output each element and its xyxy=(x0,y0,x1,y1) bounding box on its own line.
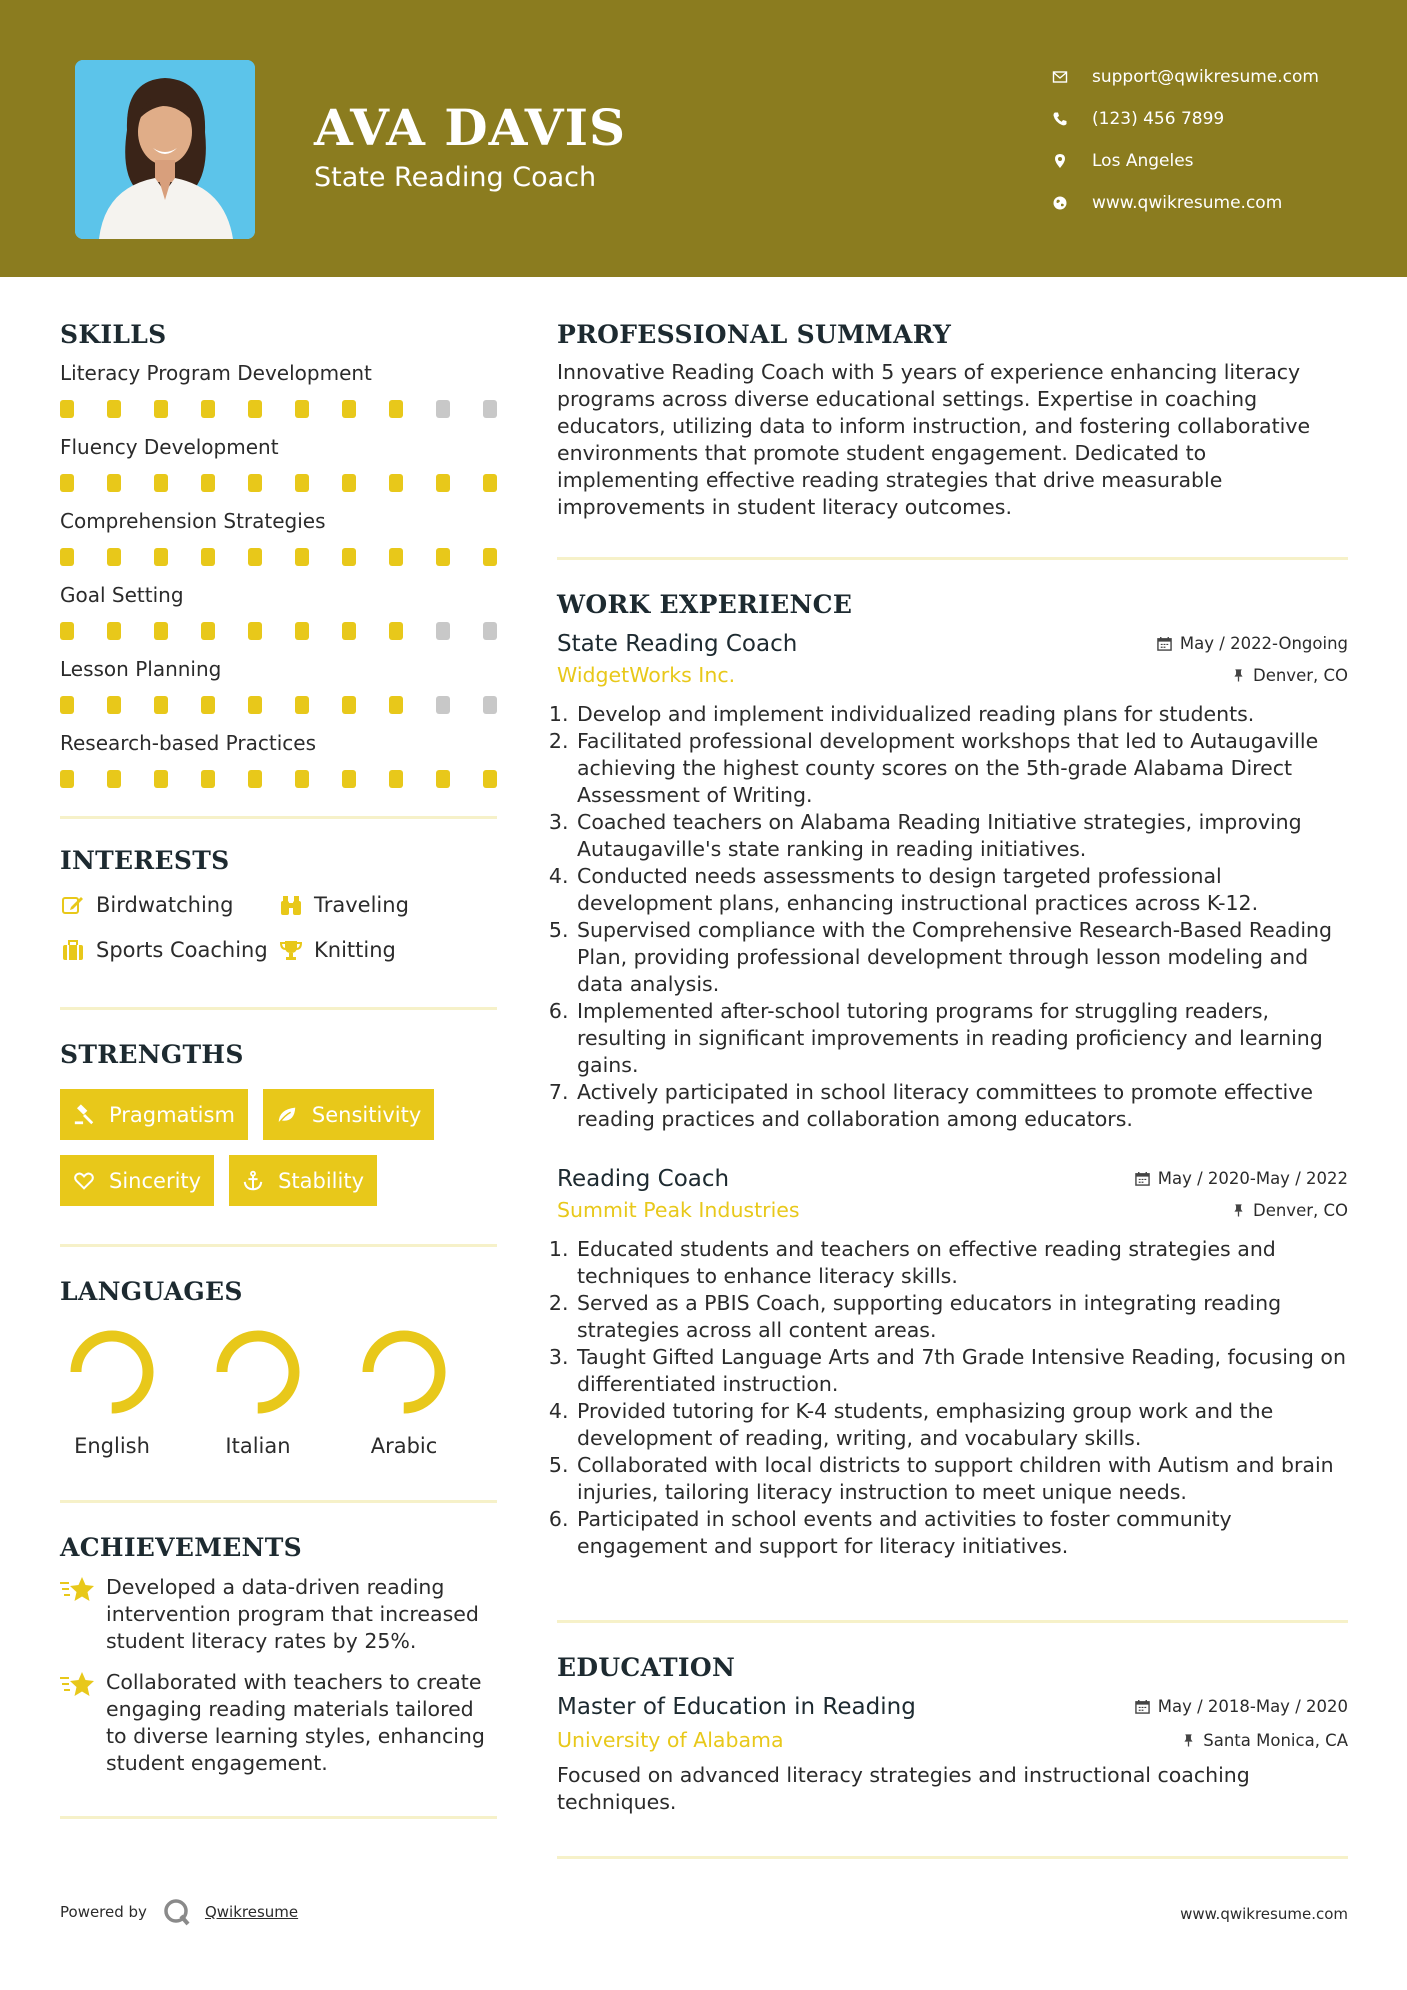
skill-dot xyxy=(107,622,121,640)
skill-name: Goal Setting xyxy=(60,583,184,607)
job-date xyxy=(1157,634,1348,653)
contact-list xyxy=(1050,56,1319,224)
skill-name: Literacy Program Development xyxy=(60,361,372,385)
skill-dot xyxy=(248,474,262,492)
section-divider xyxy=(60,1816,497,1819)
contact-phone-text: (123) 456 7899 xyxy=(1092,109,1225,129)
strengths-title: STRENGTHS xyxy=(60,1040,244,1069)
skill-rating xyxy=(60,400,497,418)
interests-list xyxy=(60,889,497,965)
star-icon xyxy=(60,1574,96,1604)
interests-title: INTERESTS xyxy=(60,846,230,875)
achievement-text: Developed a data-driven reading intervention program that increased student literacy rates by 25%. xyxy=(106,1575,479,1653)
contact-website-text: www.qwikresume.com xyxy=(1092,193,1283,213)
skill-dot xyxy=(342,474,356,492)
skill-dot xyxy=(389,548,403,566)
left-column xyxy=(60,320,497,1819)
skill-dot xyxy=(60,400,74,418)
language-gauge xyxy=(68,1328,156,1416)
skill-rating xyxy=(60,696,497,714)
skill-dot xyxy=(248,770,262,788)
job-bullet: 2. Facilitated professional development workshops that led to Autaugaville achieving the highest county scores on the 5th-grade Alabama Direct Assessment of Writing. xyxy=(575,728,1348,809)
job-bullet: 4. Conducted needs assessments to design targeted professional development plans, enhancing instructional practices across K-12. xyxy=(575,863,1348,917)
job-bullet: 1. Educated students and teachers on effective reading strategies and techniques to enhance literacy skills. xyxy=(575,1236,1348,1290)
language-item xyxy=(68,1328,156,1458)
job-bullet: 5. Collaborated with local districts to support children with Autism and brain injuries, tailoring literacy instruction to meet unique needs. xyxy=(575,1452,1348,1506)
skill-dot xyxy=(295,474,309,492)
pushpin-icon xyxy=(1182,1733,1195,1747)
job-bullet: 3. Taught Gifted Language Arts and 7th Grade Intensive Reading, focusing on differentiated instruction. xyxy=(575,1344,1348,1398)
skill-dot xyxy=(107,474,121,492)
interest-label: Knitting xyxy=(314,937,396,962)
strength-tag xyxy=(229,1155,377,1206)
calendar-icon xyxy=(1135,1699,1150,1714)
section-divider xyxy=(557,1620,1348,1623)
skill-dot xyxy=(154,622,168,640)
skill-dot xyxy=(60,770,74,788)
skill-dot xyxy=(483,770,497,788)
section-divider xyxy=(557,557,1348,560)
company-name: WidgetWorks Inc. xyxy=(557,663,736,687)
job-bullet: 1. Develop and implement individualized reading plans for students. xyxy=(575,701,1348,728)
calendar-icon xyxy=(1135,1171,1150,1186)
language-name: English xyxy=(74,1434,150,1458)
job-location xyxy=(1232,1201,1348,1220)
trophy-icon xyxy=(278,937,304,963)
company-name: Summit Peak Industries xyxy=(557,1198,800,1222)
qwikresume-link[interactable]: Qwikresume xyxy=(204,1903,299,1921)
language-item xyxy=(214,1328,302,1458)
language-level-arc xyxy=(222,1336,294,1408)
job-location-text: Denver, CO xyxy=(1252,665,1348,685)
skill-dot xyxy=(295,622,309,640)
skill-dot xyxy=(154,696,168,714)
skill-dot xyxy=(201,548,215,566)
section-divider xyxy=(60,1244,497,1247)
job-entry xyxy=(557,1166,1348,1560)
skill-dot xyxy=(295,770,309,788)
education-entry xyxy=(557,1694,1348,1816)
skill-dot xyxy=(248,696,262,714)
language-level-arc xyxy=(368,1336,440,1408)
job-location xyxy=(1232,666,1348,685)
pushpin-icon xyxy=(1232,668,1245,682)
phone-icon xyxy=(1050,109,1070,129)
contact-email[interactable] xyxy=(1050,56,1319,98)
interest-label: Birdwatching xyxy=(96,892,234,917)
skill-dot xyxy=(483,400,497,418)
language-name: Italian xyxy=(225,1434,291,1458)
skill-dot xyxy=(483,548,497,566)
job-bullet: 6. Participated in school events and activities to foster community engagement and support for literacy initiatives. xyxy=(575,1506,1348,1560)
resume-header xyxy=(0,0,1407,277)
skill-dot xyxy=(389,696,403,714)
job-date-text: May / 2022-Ongoing xyxy=(1179,634,1348,653)
education-date xyxy=(1135,1697,1348,1716)
languages-title: LANGUAGES xyxy=(60,1277,243,1306)
powered-by-label: Powered by xyxy=(60,1903,147,1921)
section-divider xyxy=(60,1500,497,1503)
skill-rating xyxy=(60,622,497,640)
skill-dot xyxy=(107,770,121,788)
skill-dot xyxy=(389,474,403,492)
job-bullet: 4. Provided tutoring for K-4 students, emphasizing group work and the development of reading, writing, and vocabulary skills. xyxy=(575,1398,1348,1452)
pencil-icon xyxy=(60,892,86,918)
skill-name: Fluency Development xyxy=(60,435,279,459)
skill-dot xyxy=(248,622,262,640)
job-bullet: 5. Supervised compliance with the Comprehensive Research-Based Reading Plan, providing professional development through lesson modeling and data analysis. xyxy=(575,917,1348,998)
strength-tag xyxy=(60,1089,248,1140)
skill-dot xyxy=(154,400,168,418)
education-title: EDUCATION xyxy=(557,1653,736,1682)
contact-phone[interactable] xyxy=(1050,98,1319,140)
language-gauge xyxy=(360,1328,448,1416)
education-location-text: Santa Monica, CA xyxy=(1203,1730,1348,1750)
skill-dot xyxy=(389,622,403,640)
briefcase-icon xyxy=(60,937,86,963)
skill-dot xyxy=(436,770,450,788)
interest-item xyxy=(278,889,497,920)
language-item xyxy=(360,1328,448,1458)
section-divider xyxy=(60,1007,497,1010)
skill-dot xyxy=(436,548,450,566)
qwikresume-logo-icon xyxy=(163,1898,191,1926)
skill-dot xyxy=(483,474,497,492)
contact-website[interactable] xyxy=(1050,182,1319,224)
summary-title: PROFESSIONAL SUMMARY xyxy=(557,320,952,349)
school-name: University of Alabama xyxy=(557,1728,784,1752)
skill-dot xyxy=(60,696,74,714)
skill-dot xyxy=(342,696,356,714)
profile-photo xyxy=(75,60,255,239)
skill-dot xyxy=(60,622,74,640)
skill-dot xyxy=(201,474,215,492)
skill-name: Research-based Practices xyxy=(60,731,316,755)
gavel-icon xyxy=(73,1103,97,1127)
language-level-arc xyxy=(76,1336,148,1408)
skill-dot xyxy=(436,696,450,714)
job-bullet: 3. Coached teachers on Alabama Reading Initiative strategies, improving Autaugaville's state ranking in reading initiatives. xyxy=(575,809,1348,863)
interest-item xyxy=(60,934,278,965)
calendar-icon xyxy=(1157,636,1172,651)
achievements-title: ACHIEVEMENTS xyxy=(60,1533,302,1562)
achievement-item xyxy=(60,1574,497,1655)
mail-icon xyxy=(1050,67,1070,87)
anchor-icon xyxy=(242,1169,266,1193)
heart-icon xyxy=(73,1169,97,1193)
skill-dot xyxy=(107,548,121,566)
strength-label: Sincerity xyxy=(109,1168,202,1193)
interest-label: Sports Coaching xyxy=(96,937,268,962)
contact-location xyxy=(1050,140,1319,182)
skill-rating xyxy=(60,770,497,788)
skill-dot xyxy=(483,696,497,714)
skill-dot xyxy=(154,474,168,492)
skill-dot xyxy=(436,474,450,492)
star-icon xyxy=(60,1669,96,1699)
right-column xyxy=(557,320,1348,1859)
summary-text: Innovative Reading Coach with 5 years of experience enhancing literacy programs across diverse educational settings. Expertise in coaching educators, utilizing data to inform instruction, and fostering collaborative environments that promote student engagement. Dedicated to implementing effective reading strategies that drive measurable improvements in student literacy outcomes. xyxy=(557,360,1311,519)
languages-list xyxy=(68,1328,497,1458)
skill-dot xyxy=(342,400,356,418)
strengths-list xyxy=(60,1089,497,1206)
skill-dot xyxy=(436,400,450,418)
skill-dot xyxy=(154,770,168,788)
contact-email-text: support@qwikresume.com xyxy=(1092,67,1319,87)
achievement-text: Collaborated with teachers to create engaging reading materials tailored to diverse learning styles, enhancing student engagement. xyxy=(106,1670,485,1775)
skill-dot xyxy=(342,770,356,788)
education-date-text: May / 2018-May / 2020 xyxy=(1157,1697,1348,1716)
skill-dot xyxy=(154,548,168,566)
skill-dot xyxy=(389,400,403,418)
language-gauge xyxy=(214,1328,302,1416)
skill-dot xyxy=(60,474,74,492)
skill-name: Comprehension Strategies xyxy=(60,509,326,533)
skill-dot xyxy=(436,622,450,640)
degree-title: Master of Education in Reading xyxy=(557,1694,916,1720)
footer-website[interactable]: www.qwikresume.com xyxy=(1180,1905,1348,1923)
skill-dot xyxy=(107,696,121,714)
skill-dot xyxy=(201,400,215,418)
strength-label: Stability xyxy=(278,1168,365,1193)
strength-label: Pragmatism xyxy=(109,1102,235,1127)
job-bullets xyxy=(575,701,1348,1133)
candidate-name: AVA DAVIS xyxy=(314,98,627,157)
candidate-role: State Reading Coach xyxy=(314,162,597,193)
education-location xyxy=(1182,1731,1348,1750)
strength-tag xyxy=(263,1089,434,1140)
strength-tag xyxy=(60,1155,214,1206)
skill-dot xyxy=(201,622,215,640)
job-title: Reading Coach xyxy=(557,1166,730,1192)
interest-item xyxy=(278,934,497,965)
job-bullet: 7. Actively participated in school literacy committees to promote effective reading practices and collaboration among educators. xyxy=(575,1079,1348,1133)
job-bullets xyxy=(575,1236,1348,1560)
section-divider xyxy=(60,816,497,819)
job-title: State Reading Coach xyxy=(557,631,798,657)
binoculars-icon xyxy=(278,892,304,918)
achievement-item xyxy=(60,1669,497,1777)
language-name: Arabic xyxy=(370,1434,438,1458)
skill-dot xyxy=(295,696,309,714)
skill-dot xyxy=(295,548,309,566)
location-pin-icon xyxy=(1050,151,1070,171)
education-description: Focused on advanced literacy strategies and instructional coaching techniques. xyxy=(557,1763,1250,1814)
job-date-text: May / 2020-May / 2022 xyxy=(1157,1169,1348,1188)
experience-title: WORK EXPERIENCE xyxy=(557,590,853,619)
skill-dot xyxy=(107,400,121,418)
skill-dot xyxy=(483,622,497,640)
skill-dot xyxy=(60,548,74,566)
skill-dot xyxy=(201,770,215,788)
skill-dot xyxy=(389,770,403,788)
leaf-icon xyxy=(276,1103,300,1127)
strength-label: Sensitivity xyxy=(311,1102,422,1127)
skill-dot xyxy=(342,548,356,566)
job-bullet: 6. Implemented after-school tutoring programs for struggling readers, resulting in significant improvements in reading proficiency and learning gains. xyxy=(575,998,1348,1079)
skill-dot xyxy=(295,400,309,418)
skill-dot xyxy=(248,548,262,566)
pushpin-icon xyxy=(1232,1203,1245,1217)
contact-location-text: Los Angeles xyxy=(1092,151,1194,171)
job-entry xyxy=(557,631,1348,1133)
interest-label: Traveling xyxy=(314,892,409,917)
globe-icon xyxy=(1050,193,1070,213)
job-date xyxy=(1135,1169,1348,1188)
skills-title: SKILLS xyxy=(60,320,167,349)
skill-dot xyxy=(248,400,262,418)
skill-name: Lesson Planning xyxy=(60,657,222,681)
skill-rating xyxy=(60,548,497,566)
section-divider xyxy=(557,1856,1348,1859)
skill-dot xyxy=(201,696,215,714)
job-bullet: 2. Served as a PBIS Coach, supporting educators in integrating reading strategies across all content areas. xyxy=(575,1290,1348,1344)
job-location-text: Denver, CO xyxy=(1252,1200,1348,1220)
skill-rating xyxy=(60,474,497,492)
skills-list xyxy=(60,358,497,788)
interest-item xyxy=(60,889,278,920)
skill-dot xyxy=(342,622,356,640)
footer-powered xyxy=(60,1898,298,1926)
